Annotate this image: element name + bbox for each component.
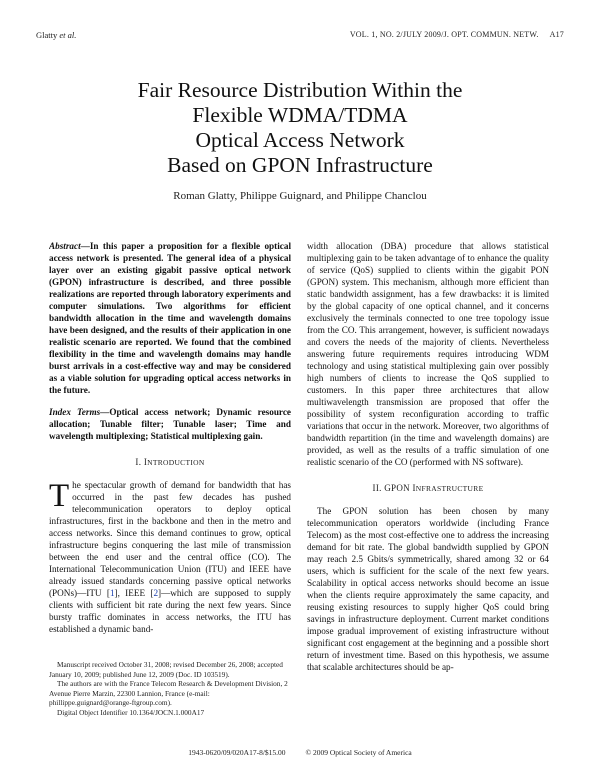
footer-code: 1943-0620/09/020A17-8/$15.00 bbox=[188, 748, 286, 757]
title-line-2: Flexible WDMA/TDMA bbox=[192, 103, 408, 127]
intro-paragraph: The spectacular growth of demand for bandwidth that has occurred in the past few decades has pushed telecommunication operators to deploy optical infrastructures, first in the backbone and then in the metro and access networks. Since this demand continues to grow, optical infrastructure begins conquering the last mile of transmission between the end user and the central office (CO). The International Telecommunication Union (ITU) and IEEE have already issued standards concerning passive optical networks (PONs)—ITU [1], IEEE [2]—which are supposed to supply clients with sufficient bit rate during the next few years. Since bursty traffic dominates in access networks, the ITU has established a dynamic band- bbox=[49, 478, 291, 634]
abstract-label: Abstract bbox=[49, 241, 81, 251]
intro-continuation: width allocation (DBA) procedure that allows statistical multiplexing gain to be taken advantage of to enhance the quality of service (QoS) supplied to clients within the gigabit PON (GPON) system. This mechanism, although more efficient than static bandwidth assignment, has a few drawbacks: it is limited by the global capacity of one optical channel, and it concerns exclusively the terminals connected to one tree topology issue from the CO. This arrangement, however, is sufficient nowadays and covers the needs of the majority of clients. Nevertheless answering future requirements requires introducing WDM technology and using statistical multiplexing gain over possibly high numbers of clients to increase the QoS supplied to customers. In this paper three architectures that allow multiwavelength transmission are proposed that offer the possibility of system reconfiguration according to traffic variations that occur in the network. Moreover, two algorithms of bandwidth repartition (in the time and wavelength domains) are provided, as well as the results of a traffic simulation of one realistic scenario of the CO (performed with NS software). bbox=[307, 241, 549, 467]
title-line-3: Optical Access Network bbox=[195, 128, 405, 152]
left-column bbox=[49, 240, 291, 645]
title-line-1: Fair Resource Distribution Within the bbox=[137, 78, 463, 102]
section-heading-gpon-infrastructure: II. GPON INFRASTRUCTURE bbox=[372, 483, 484, 493]
citation-link-2[interactable]: 2 bbox=[153, 588, 159, 598]
footer-copyright: © 2009 Optical Society of America bbox=[305, 748, 412, 757]
header-etal: et al. bbox=[57, 30, 77, 40]
running-header-journal bbox=[350, 30, 564, 39]
citation-link-1[interactable]: 1 bbox=[109, 588, 115, 598]
page-footer bbox=[0, 748, 600, 757]
footnote-affiliation: The authors are with the France Telecom Research & Development Division, 2 Avenue Pierre Marzin, 22300 Lannion, France (e-mail: phillippe.guignard@orange-ftgroup.com). bbox=[49, 679, 288, 708]
footnote-doi: Digital Object Identifier 10.1364/JOCN.1.000A17 bbox=[57, 707, 205, 717]
title-line-4: Based on GPON Infrastructure bbox=[167, 153, 433, 177]
index-terms-label: Index Terms bbox=[49, 407, 101, 417]
drop-cap: T bbox=[49, 478, 70, 514]
abstract-text: —In this paper a proposition for a flexible optical access network is presented. The general idea of a physical layer over an existing gigabit passive optical network (GPON) infrastructure is described, and three possible realizations are reported through laboratory experiments and computer simulations. Two algorithms for efficient bandwidth allocation in the time and wavelength domains have been designed, and the results of their application in one realistic scenario are reported. We found that the combined flexibility in the time and wavelength domains may handle burst arrivals in a cost-effective way and may be considered as a viable solution for upgrading optical access networks in the future. bbox=[49, 241, 291, 395]
running-header-author bbox=[36, 30, 76, 40]
footnote-manuscript: Manuscript received October 31, 2008; revised December 26, 2008; accepted January 10, 2009; published June 12, 2009 (Doc. ID 103519). bbox=[49, 660, 283, 679]
author-list: Roman Glatty, Philippe Guignard, and Philippe Chanclou bbox=[173, 190, 427, 202]
gpon-paragraph: The GPON solution has been chosen by many telecommunication operators worldwide (including France Telecom) as the most cost-effective one to address the increasing demand for bit rate. The global bandwidth supplied by GPON may reach 2.5 Gbits/s symmetrically, shared among 32 or 64 users, which is sufficient for the scale of the next few years. Scalability in optical access networks should become an issue when the clients require approximately the same capacity, and reusing existing resources to supply higher QoS could bring savings in infrastructure deployment. Current market conditions impose gradual improvement of existing infrastructure without significant cost engagement at the beginning and a possible short return of investment time. Based on this hypothesis, we assume that scalable architectures should be ap- bbox=[307, 506, 549, 672]
index-terms-text: —Optical access network; Dynamic resource allocation; Tunable filter; Tunable laser; Time and wavelength multiplexing; Statistical multiplexing gain. bbox=[49, 407, 291, 441]
right-column bbox=[307, 240, 549, 740]
index-terms bbox=[49, 406, 291, 442]
section-heading-introduction: I. INTRODUCTION bbox=[135, 457, 205, 467]
header-author: Glatty bbox=[36, 30, 58, 40]
header-journal: VOL. 1, NO. 2/JULY 2009/J. OPT. COMMUN. NETW. bbox=[349, 30, 539, 39]
paper-title bbox=[40, 78, 560, 178]
abstract bbox=[49, 240, 291, 396]
first-page-footnote bbox=[49, 660, 291, 718]
header-page-number: A17 bbox=[549, 30, 564, 39]
